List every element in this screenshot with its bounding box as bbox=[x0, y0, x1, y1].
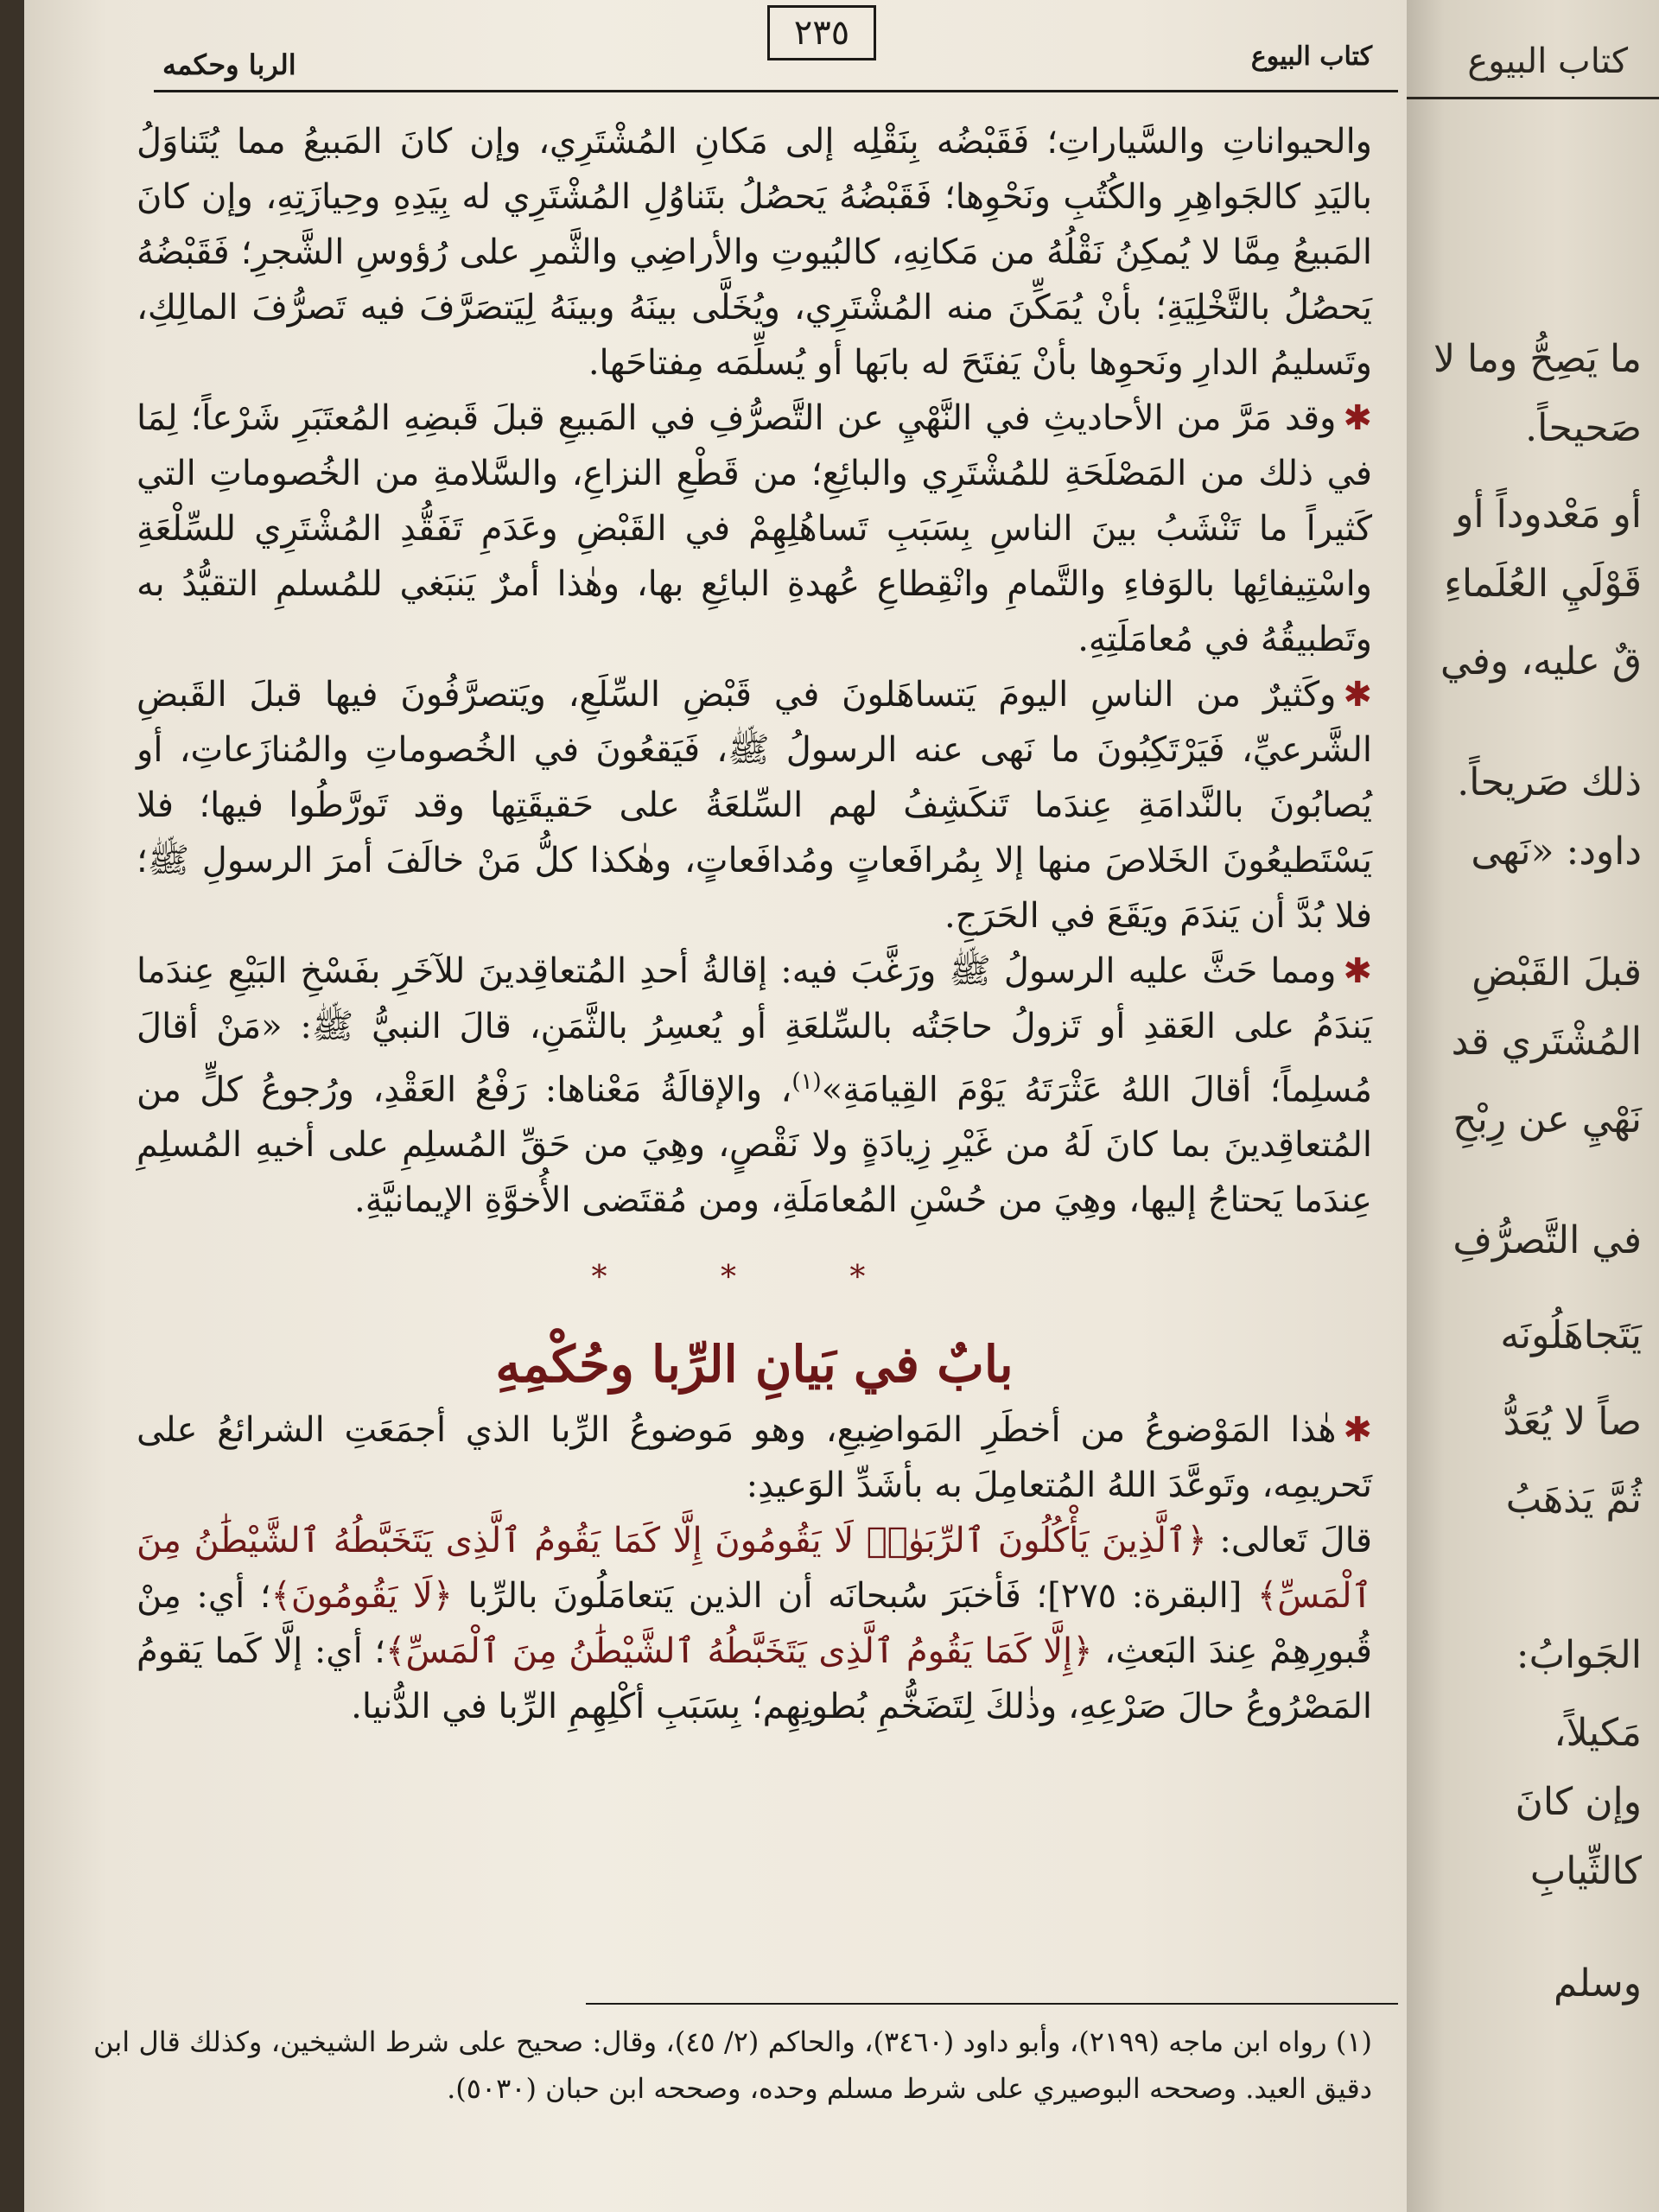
star-icon: ✱ bbox=[1343, 675, 1372, 715]
paragraph-5: ✱هٰذا المَوْضوعُ من أخطَرِ المَواضِيعِ، وهو مَوضوعُ الرِّبا الذي أجمَعَتِ الشرائعُ على تَحريمِه، وتَوعَّدَ اللهُ المُتعامِلَ به بأشَدِّ الوَعيدِ: bbox=[137, 1410, 1372, 1506]
adjacent-page-line: يَتَجاهَلُونَه bbox=[1500, 1313, 1642, 1357]
book-page bbox=[24, 0, 1407, 2212]
footnote-marker[interactable]: (١) bbox=[791, 1069, 822, 1095]
adjacent-page-line: وإن كانَ bbox=[1515, 1780, 1642, 1824]
adjacent-page-line: داود: «نَهى bbox=[1471, 830, 1642, 874]
adjacent-page-line: نَهْيِ عن رِبْحِ bbox=[1452, 1097, 1642, 1141]
footnotes bbox=[93, 2018, 1372, 2112]
footnote-1: (١) رواه ابن ماجه (٢١٩٩)، وأبو داود (٣٤٦٠)، والحاكم (٢/ ٤٥)، وقال: صحيح على شرط الشيخين، وكذلك قال ابن دقيق العيد. وصححه البوصيري على شرط مسلم وحده، وصححه ابن حبان (٥٠٣٠). bbox=[93, 2025, 1373, 2105]
adjacent-page-line: صاً لا يُعَدُّ bbox=[1503, 1400, 1642, 1444]
star-icon: ✱ bbox=[1343, 951, 1372, 991]
paragraph-2: ✱وقد مَرَّ من الأحاديثِ في النَّهْيِ عن التَّصرُّفِ في المَبيعِ قبلَ قَبضِهِ المُعتَبَرِ شَرْعاً؛ لِمَا في ذلك من المَصْلَحَةِ للمُشْتَرِي والبائِعِ؛ من قَطْعِ النزاعِ، والسَّلامةِ من الخُصوماتِ التي كَثيراً ما تَنْشَبُ بينَ الناسِ بِسَبَبِ تَساهُلِهِمْ في القَبْضِ وعَدَمِ تَفَقُّدِ المُشْتَرِي للسِّلْعَةِ واسْتِيفائِها بالوَفاءِ والتَّمامِ وانْقِطاعِ عُهدةِ البائِعِ بها، وهٰذا أمرٌ يَنبَغي للمُسلمِ التقيُّدُ به وتَطبيقُهُ في مُعامَلَتِهِ. bbox=[137, 398, 1372, 659]
running-head-book-title: كتاب البيوع bbox=[1250, 41, 1372, 72]
adjacent-page-line: الجَوابُ: bbox=[1516, 1633, 1642, 1677]
adjacent-page-line: قٌ عليه، وفي bbox=[1440, 639, 1642, 683]
main-text bbox=[137, 114, 1372, 1734]
adjacent-page-line: ذلك صَريحاً. bbox=[1457, 760, 1642, 804]
adjacent-page-line: قبلَ القَبْضِ bbox=[1471, 950, 1642, 995]
star-icon: ✱ bbox=[1343, 398, 1372, 438]
paragraph-4: ✱ومما حَثَّ عليه الرسولُ ﷺ ورَغَّبَ فيه: إقالةُ أحدِ المُتعاقِدينَ للآخَرِ بفَسْخِ البَيْعِ عِندَما يَندَمُ على العَقدِ أو تَزولُ حاجَتُه بالسِّلعَةِ أو يُعسِرُ بالثَّمَنِ، قالَ النبيُّ ﷺ: «مَنْ أقالَ مُسلِماً؛ أقالَ اللهُ عَثْرَتَهُ يَوْمَ القِيامَةِ»$^{(١)}$، والإقالَةُ مَعْناها: رَفْعُ العَقْدِ، ورُجوعُ كلٍّ من المُتعاقِدينَ بما كانَ لَهُ من غَيْرِ زِيادَةٍ ولا نَقْصٍ، وهِيَ من حَقِّ المُسلِمِ على أخيهِ المُسلِمِ عِندَما يَحتاجُ إليها، وهِيَ من حُسْنِ المُعامَلَةِ، ومن مُقتَضى الأُخوَّةِ الإيمانيَّةِ. bbox=[137, 951, 1372, 1221]
adjacent-page-rule bbox=[1407, 97, 1659, 99]
star-icon: ✱ bbox=[1343, 1410, 1372, 1451]
paragraph-6: قالَ تَعالى: ﴿ٱلَّذِينَ يَأْكُلُونَ ٱلرِّبَوٰا۟ لَا يَقُومُونَ إِلَّا كَمَا يَقُومُ ٱلَّذِى يَتَخَبَّطُهُ ٱلشَّيْطَٰنُ مِنَ ٱلْمَسِّ﴾ [البقرة: ٢٧٥]؛ فَأخبَرَ سُبحانَه أن الذين يَتعامَلُونَ بالرِّبا ﴿لَا يَقُومُونَ﴾؛ أي: مِنْ قُبورِهِمْ عِندَ البَعثِ، ﴿إِلَّا كَمَا يَقُومُ ٱلَّذِى يَتَخَبَّطُهُ ٱلشَّيْطَٰنُ مِنَ ٱلْمَسِّ﴾؛ أي: إلَّا كَما يَقومُ المَصْرُوعُ حالَ صَرْعِهِ، وذٰلكَ لِتَضَخُّمِ بُطونِهِم؛ بِسَبَبِ أكْلِهِمِ الرِّبا في الدُّنيا. bbox=[137, 1521, 1372, 1727]
adjacent-page-line: كالثِّيابِ bbox=[1529, 1849, 1642, 1893]
adjacent-page bbox=[1407, 0, 1659, 2212]
footnote-rule bbox=[586, 2003, 1398, 2005]
adjacent-page-line: ثُمَّ يَذهَبُ bbox=[1505, 1478, 1642, 1522]
paragraph-1: والحيواناتِ والسَّياراتِ؛ فَقَبْضُه بِنَقْلِه إلى مَكانِ المُشْتَرِي، وإن كانَ المَبيعُ مما يُتَناوَلُ باليَدِ كالجَواهِرِ والكُتُبِ ونَحْوِها؛ فَقَبْضُهُ يَحصُلُ بتَناوُلِ المُشْتَرِي له بِيَدِهِ وحِيازَتِهِ، وإن كانَ المَبيعُ مِمَّا لا يُمكِنُ نَقْلُهُ من مَكانِهِ، كالبُيوتِ والأراضِي والثَّمرِ على رُؤوسِ الشَّجرِ؛ فَقَبْضُهُ يَحصُلُ بالتَّخْلِيَةِ؛ بأنْ يُمَكِّنَ منه المُشْتَرِي، ويُخَلَّى بينَهُ وبينَهُ لِيَتصَرَّفَ فيه تَصرُّفَ المالِكِ، وتَسليمُ الدارِ ونَحوِها بأنْ يَفتَحَ له بابَها أو يُسلِّمَه مِفتاحَها. bbox=[137, 122, 1372, 383]
quran-verse: ﴿ٱلَّذِينَ يَأْكُلُونَ ٱلرِّبَوٰا۟ لَا يَقُومُونَ إِلَّا كَمَا يَقُومُ ٱلَّذِى يَتَخَبَّطُهُ ٱلشَّيْطَٰنُ مِنَ ٱلْمَسِّ﴾ bbox=[137, 1521, 1372, 1617]
chapter-title: بابٌ في بَيانِ الرِّبا وحُكْمِهِ bbox=[495, 1335, 1014, 1395]
paragraph-3: ✱وكَثيرٌ من الناسِ اليومَ يَتساهَلونَ في قَبْضِ السِّلَعِ، ويَتصرَّفُونَ فيها قبلَ القَبضِ الشَّرعيِّ، فَيَرْتَكِبُونَ ما نَهى عنه الرسولُ ﷺ، فَيَقعُونَ في الخُصوماتِ والمُنازَعاتِ، أو يُصابُونَ بالنَّدامَةِ عِندَما تَنكَشِفُ لهم السِّلعَةُ على حَقيقَتِها وقد تَورَّطُوا فيها؛ فلا يَسْتَطيعُونَ الخَلاصَ منها إلا بِمُرافَعاتٍ ومُدافَعاتٍ، وهٰكذا كلُّ مَنْ خالَفَ أمرَ الرسولِ ﷺ؛ فلا بُدَّ أن يَندَمَ ويَقَعَ في الحَرَجِ. bbox=[137, 675, 1372, 936]
adjacent-page-line: المُشْتَري قد bbox=[1451, 1020, 1642, 1064]
adjacent-page-line: قَوْلَيِ العُلَماءِ bbox=[1444, 562, 1642, 606]
adjacent-page-line: مَكيلاً، bbox=[1554, 1711, 1642, 1755]
page-number: ٢٣٥ bbox=[767, 5, 876, 60]
header-rule bbox=[154, 90, 1398, 92]
running-head-chapter-title: الربا وحكمه bbox=[162, 48, 296, 81]
adjacent-page-running-head: كتاب البيوع bbox=[1467, 41, 1628, 81]
section-separator: * * * bbox=[591, 1260, 918, 1296]
quran-verse: ﴿إِلَّا كَمَا يَقُومُ ٱلَّذِى يَتَخَبَّطُهُ ٱلشَّيْطَٰنُ مِنَ ٱلْمَسِّ﴾ bbox=[385, 1631, 1093, 1672]
adjacent-page-line: في التَّصرُّفِ bbox=[1452, 1218, 1642, 1262]
adjacent-page-line: ما يَصِحُّ وما لا bbox=[1433, 337, 1642, 381]
adjacent-page-line: وسلم bbox=[1554, 1961, 1642, 2005]
adjacent-page-line: أو مَعْدوداً أو bbox=[1455, 493, 1642, 537]
quran-verse: ﴿لَا يَقُومُونَ﴾ bbox=[270, 1576, 454, 1617]
adjacent-page-line: صَحيحاً. bbox=[1525, 406, 1642, 450]
